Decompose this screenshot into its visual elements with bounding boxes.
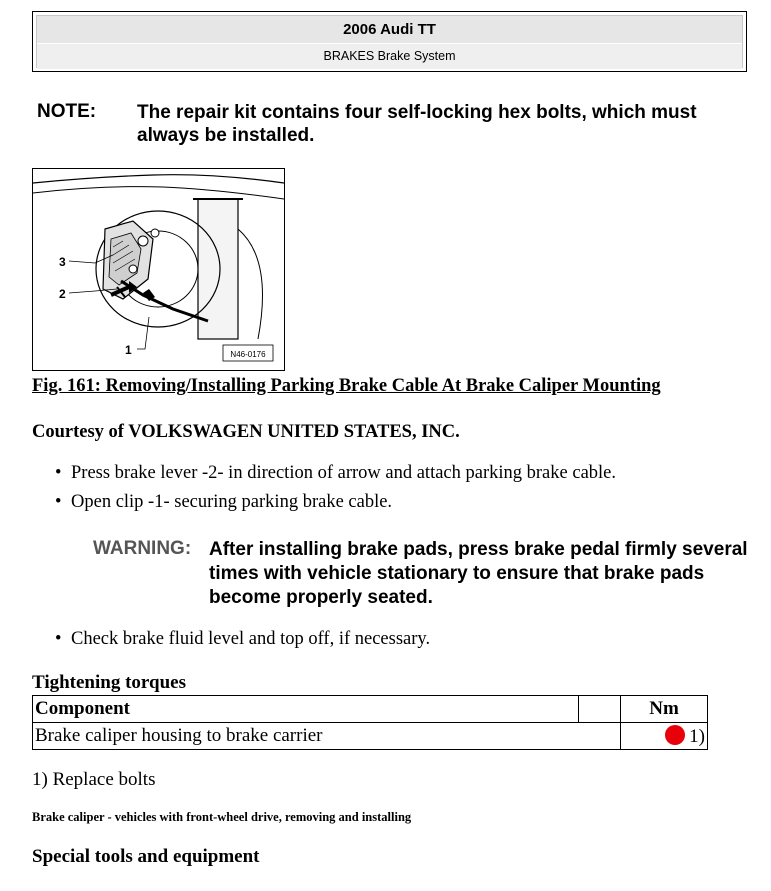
- figure-illustration: [32, 168, 285, 371]
- torque-table: [32, 695, 708, 750]
- note-label: NOTE:: [37, 101, 97, 122]
- warning-text: After installing brake pads, press brake pedal firmly several times with vehicle stationary to ensure that brake pads become properly seated.: [209, 539, 748, 608]
- red-dot-icon: [665, 725, 685, 745]
- callout-2: 2: [59, 287, 66, 301]
- note-text: The repair kit contains four self-locking hex bolts, which must always be installed.: [137, 102, 697, 146]
- figure-courtesy: Courtesy of VOLKSWAGEN UNITED STATES, INC.: [32, 422, 460, 442]
- footnote: 1) Replace bolts: [32, 769, 156, 790]
- list-item: [55, 629, 430, 650]
- list-item-text: Press brake lever -2- in direction of arrow and attach parking brake cable.: [71, 463, 617, 483]
- bullet-icon: •: [55, 463, 62, 483]
- column-header-nm: Nm: [621, 696, 708, 723]
- document-header: [32, 11, 747, 72]
- list-item: [55, 463, 616, 484]
- warning-label: WARNING:: [93, 538, 192, 559]
- list-item-text: Open clip -1- securing parking brake cable.: [71, 492, 393, 512]
- document-subtitle: BRAKES Brake System: [37, 44, 742, 69]
- brake-caliper-drawing: [33, 169, 284, 370]
- callout-1: 1: [125, 343, 132, 357]
- column-header-blank: [579, 696, 621, 723]
- section-heading: Brake caliper - vehicles with front-wheel drive, removing and installing: [32, 810, 412, 824]
- torque-table-title: Tightening torques: [32, 672, 186, 693]
- list-item: [55, 492, 392, 513]
- cell-nm-value: 1): [689, 725, 705, 747]
- special-tools-heading: Special tools and equipment: [32, 846, 260, 867]
- cell-nm: [621, 723, 708, 750]
- callout-3: 3: [59, 255, 66, 269]
- figure-code: N46-0176: [230, 350, 266, 359]
- bullet-icon: •: [55, 492, 62, 512]
- bullet-icon: •: [55, 629, 62, 649]
- table-header-row: [33, 696, 708, 723]
- figure-caption: Fig. 161: Removing/Installing Parking Brake Cable At Brake Caliper Mounting: [32, 376, 661, 396]
- column-header-component: Component: [33, 696, 579, 723]
- document-title: 2006 Audi TT: [37, 16, 742, 44]
- list-item-text: Check brake fluid level and top off, if necessary.: [71, 629, 431, 649]
- cell-component: Brake caliper housing to brake carrier: [33, 723, 621, 750]
- table-row: [33, 723, 708, 750]
